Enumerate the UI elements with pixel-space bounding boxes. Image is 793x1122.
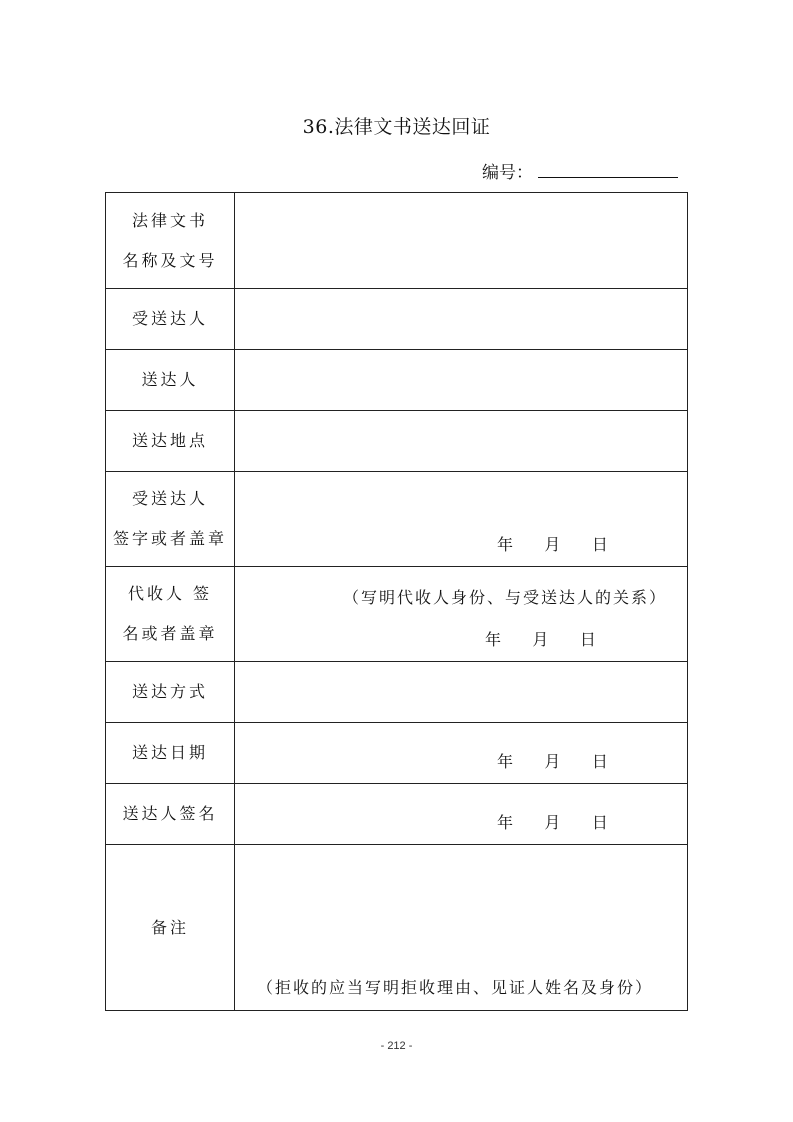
label-line: 受送达人 xyxy=(131,489,208,508)
service-receipt-table xyxy=(105,192,688,1011)
label-document-name xyxy=(106,193,235,289)
label-remarks: 备注 xyxy=(106,845,235,1011)
label-server-signature: 送达人签名 xyxy=(106,784,235,845)
row-document-name xyxy=(106,193,688,289)
label-recipient-signature xyxy=(106,472,235,567)
label-proxy-signature xyxy=(106,567,235,662)
label-service-date: 送达日期 xyxy=(106,723,235,784)
row-remarks xyxy=(106,845,688,1011)
proxy-relation-note: （写明代收人身份、与受送达人的关系） xyxy=(343,588,668,607)
label-server: 送达人 xyxy=(106,350,235,411)
row-place xyxy=(106,411,688,472)
field-recipient-signature[interactable] xyxy=(235,472,688,567)
page-number: - 212 - xyxy=(380,1040,413,1052)
field-document-name[interactable] xyxy=(235,193,688,289)
field-service-date[interactable] xyxy=(235,723,688,784)
date-placeholder: 年 月 日 xyxy=(485,630,597,649)
serial-number-label: 编号： xyxy=(482,163,533,183)
field-recipient[interactable] xyxy=(235,289,688,350)
label-line: 名或者盖章 xyxy=(122,624,218,643)
row-service-date xyxy=(106,723,688,784)
label-line: 法律文书 xyxy=(131,210,208,230)
label-recipient: 受送达人 xyxy=(106,289,235,350)
label-method: 送达方式 xyxy=(106,662,235,723)
label-line: 代收人 签 xyxy=(127,584,213,603)
row-server xyxy=(106,350,688,411)
date-placeholder: 年 月 日 xyxy=(497,813,609,832)
field-method[interactable] xyxy=(235,662,688,723)
date-placeholder: 年 月 日 xyxy=(497,535,609,554)
field-place[interactable] xyxy=(235,411,688,472)
row-recipient-signature xyxy=(106,472,688,567)
label-line: 签字或者盖章 xyxy=(112,529,227,548)
serial-number-field[interactable] xyxy=(538,177,678,178)
label-line: 名称及文号 xyxy=(122,250,218,270)
field-server-signature[interactable] xyxy=(235,784,688,845)
date-placeholder: 年 月 日 xyxy=(497,752,609,771)
document-title: 36.法律文书送达回证 xyxy=(302,116,491,138)
row-proxy-signature xyxy=(106,567,688,662)
field-server[interactable] xyxy=(235,350,688,411)
row-recipient xyxy=(106,289,688,350)
field-remarks[interactable] xyxy=(235,845,688,1011)
label-place: 送达地点 xyxy=(106,411,235,472)
field-proxy-signature[interactable] xyxy=(235,567,688,662)
remarks-note: （拒收的应当写明拒收理由、见证人姓名及身份） xyxy=(257,978,654,997)
row-method xyxy=(106,662,688,723)
row-server-signature xyxy=(106,784,688,845)
